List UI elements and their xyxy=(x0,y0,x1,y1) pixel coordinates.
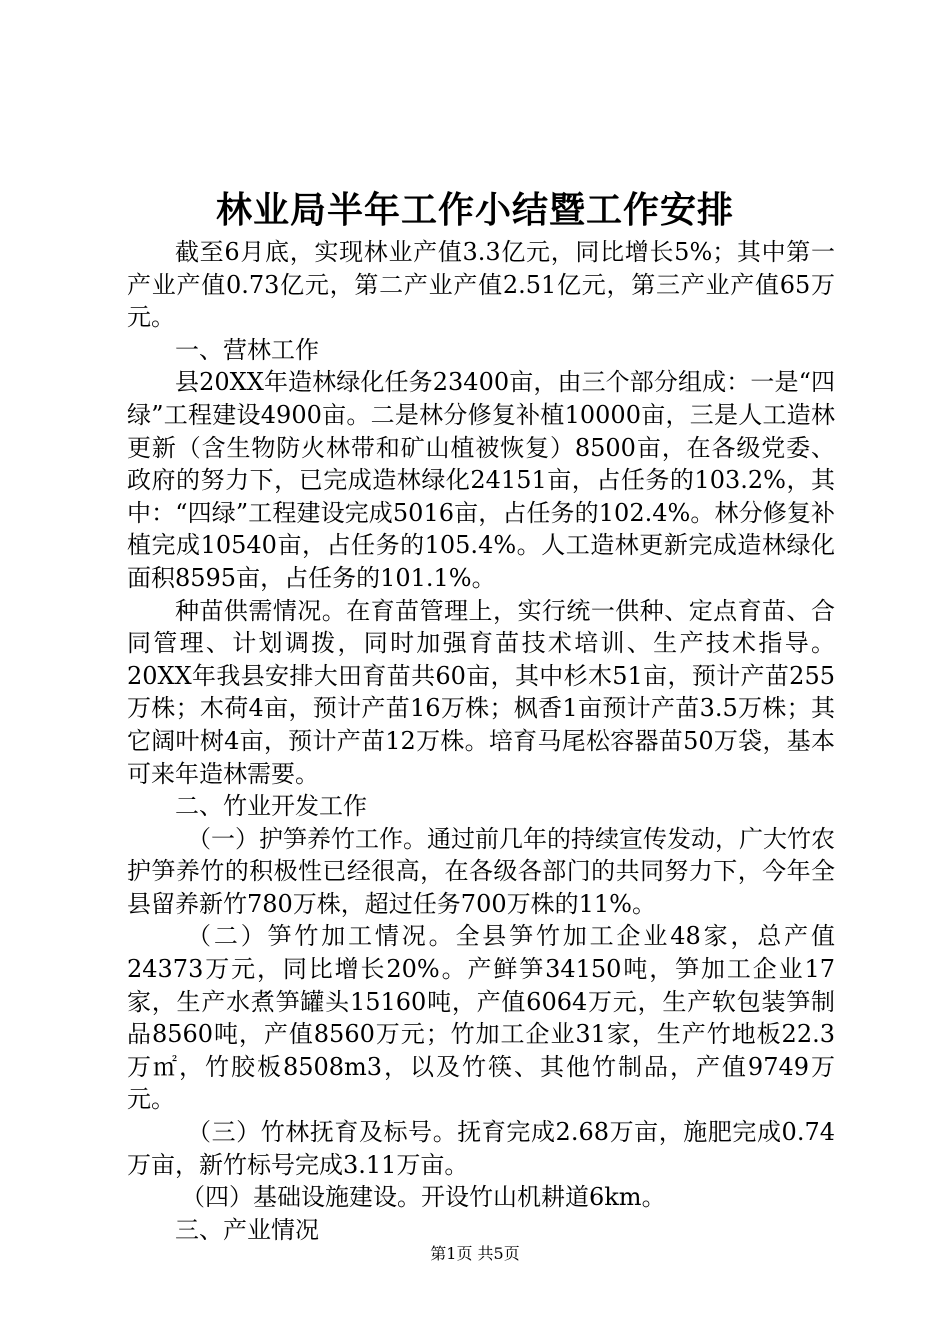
infrastructure-paragraph: （四）基础设施建设。开设竹山机耕道6km。 xyxy=(181,1183,666,1212)
bamboo-protection-paragraph: （一）护笋养竹工作。通过前几年的持续宣传发动，广大竹农护笋养竹的积极性已经很高，在各级各部门的共同努力下，今年全县留养新竹780万株，超过任务700万株的11%。 xyxy=(127,824,835,918)
afforestation-paragraph: 县20XX年造林绿化任务23400亩，由三个部分组成：一是“四绿”工程建设4900亩。二是林分修复补植10000亩，三是人工造林更新（含生物防火林带和矿山植被恢复）8500亩，在各级党委、政府的努力下，已完成造林绿化24151亩，占任务的103.2%，其中：“四绿”工程建设完成5016亩，占任务的102.4%。林分修复补植完成10540亩，占任务的105.4%。人工造林更新完成造林绿化面积8595亩，占任务的101.1%。 xyxy=(127,368,835,592)
section-heading-industry: 三、产业情况 xyxy=(175,1215,319,1244)
bamboo-tending-paragraph: （三）竹林抚育及标号。抚育完成2.68万亩，施肥完成0.74万亩，新竹标号完成3.11万亩。 xyxy=(127,1118,835,1179)
seedling-paragraph: 种苗供需情况。在育苗管理上，实行统一供种、定点育苗、合同管理、计划调拨，同时加强育苗技术培训、生产技术指导。20XX年我县安排大田育苗共60亩，其中杉木51亩，预计产苗255万株；木荷4亩，预计产苗16万株；枫香1亩预计产苗3.5万株；其它阔叶树4亩，预计产苗12万株。培育马尾松容器苗50万袋，基本可来年造林需要。 xyxy=(127,596,835,788)
section-heading-afforestation: 一、营林工作 xyxy=(175,335,319,364)
page-number-footer: 第1页 共5页 xyxy=(430,1244,520,1263)
bamboo-processing-paragraph: （二）笋竹加工情况。全县笋竹加工企业48家，总产值24373万元，同比增长20%。产鲜笋34150吨，笋加工企业17家，生产水煮笋罐头15160吨，产值6064万元，生产软包装笋制品8560吨，产值8560万元；竹加工企业31家，生产竹地板22.3万㎡，竹胶板8508m3，以及竹筷、其他竹制品，产值9749万元。 xyxy=(127,922,835,1114)
document-title: 林业局半年工作小结暨工作安排 xyxy=(215,189,734,231)
document-body xyxy=(127,236,835,1246)
summary-paragraph: 截至6月底，实现林业产值3.3亿元，同比增长5%；其中第一产业产值0.73亿元，第二产业产值2.51亿元，第三产业产值65万元。 xyxy=(127,238,835,332)
section-heading-bamboo: 二、竹业开发工作 xyxy=(175,792,367,821)
